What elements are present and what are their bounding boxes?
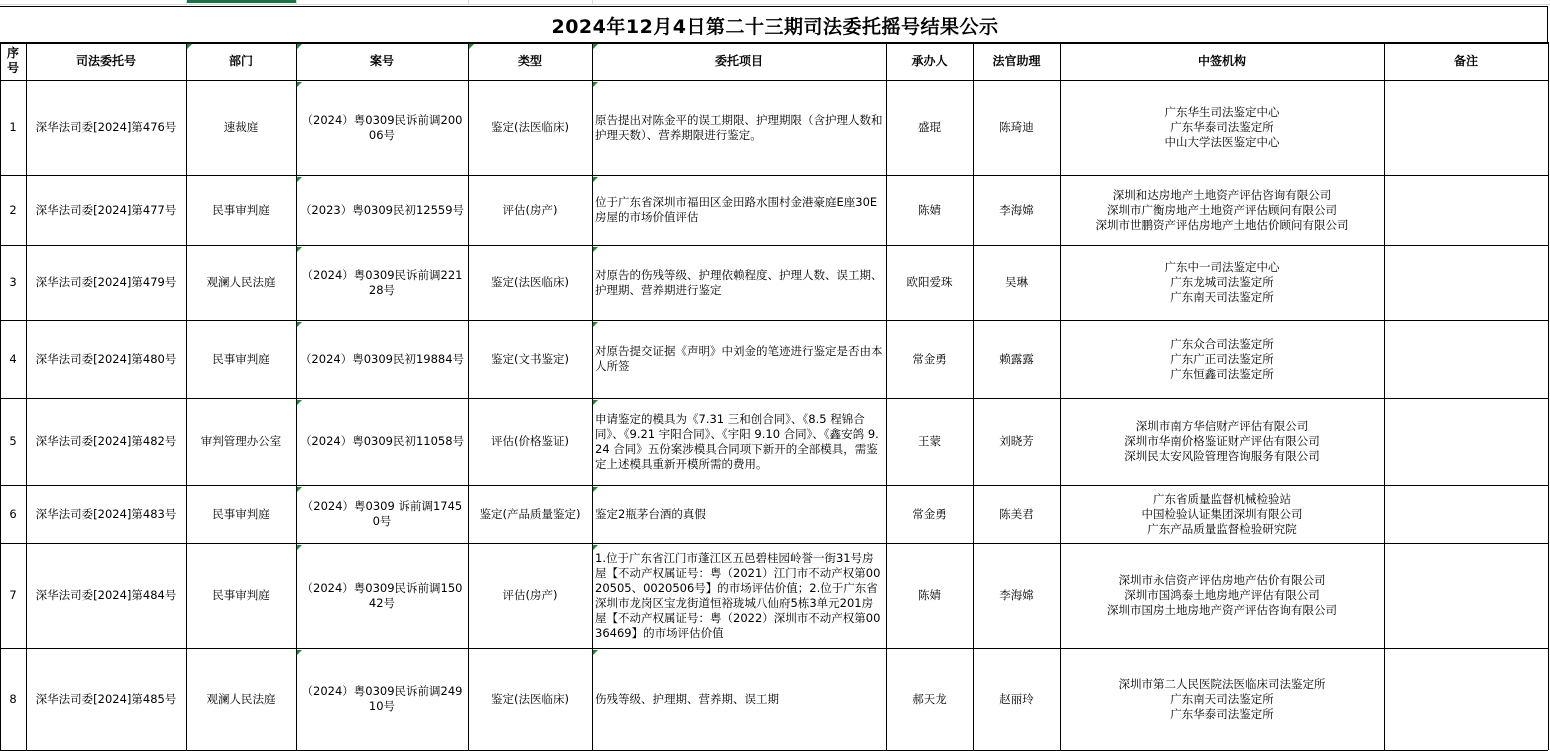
cell-assistant[interactable] <box>973 648 1060 750</box>
cell-agencies[interactable] <box>1060 175 1384 245</box>
agency-list <box>1170 337 1274 382</box>
cell-handler[interactable] <box>886 398 973 485</box>
cell-case[interactable] <box>296 245 468 320</box>
cell-type[interactable] <box>468 543 592 648</box>
agency-name: 广东南天司法鉴定所 <box>1170 290 1274 304</box>
cell-text: 深华法司委[2024]第480号 <box>35 351 177 366</box>
cell-text: 审判管理办公室 <box>200 434 282 448</box>
cell-text: 深华法司委[2024]第483号 <box>35 506 177 521</box>
cell-text: 鉴定(产品质量鉴定) <box>479 506 581 521</box>
comment-indicator-icon <box>297 545 302 550</box>
cell-assistant[interactable] <box>973 485 1060 543</box>
cell-text: 3 <box>9 275 17 289</box>
page-title: 2024年12月4日第二十三期司法委托摇号结果公示 <box>551 15 999 38</box>
agency-name: 深圳市广衡房地产土地资产评估顾问有限公司 <box>1107 202 1337 217</box>
cell-text: 李海嫦 <box>999 202 1034 217</box>
cell-item[interactable] <box>592 648 886 750</box>
cell-note[interactable] <box>1384 648 1548 750</box>
cell-case[interactable] <box>296 175 468 245</box>
agency-list <box>1142 492 1303 537</box>
cell-text: 民事审判庭 <box>212 588 270 602</box>
cell-seq[interactable] <box>0 398 26 485</box>
cell-ref[interactable] <box>26 80 186 175</box>
cell-note[interactable] <box>1384 175 1548 245</box>
agency-name: 深圳民太安风险管理咨询服务有限公司 <box>1124 449 1320 463</box>
agency-name: 广东南天司法鉴定所 <box>1170 691 1274 706</box>
agency-list <box>1107 573 1337 618</box>
agency-name: 广东恒鑫司法鉴定所 <box>1170 366 1274 381</box>
cell-dept[interactable] <box>186 175 296 245</box>
comment-indicator-icon <box>297 650 302 655</box>
cell-dept[interactable] <box>186 245 296 320</box>
cell-text: 陈美君 <box>999 506 1034 521</box>
cell-assistant[interactable] <box>973 398 1060 485</box>
cell-text: 盛琨 <box>918 120 941 134</box>
cell-text: 评估(价格鉴证) <box>491 434 569 448</box>
comment-indicator-icon <box>593 247 598 252</box>
cell-handler[interactable] <box>886 245 973 320</box>
header-type[interactable]: 类型 <box>517 53 542 68</box>
comment-indicator-icon <box>593 322 598 327</box>
comment-indicator-icon <box>297 82 302 87</box>
cell-item[interactable] <box>592 398 886 485</box>
cell-case[interactable] <box>296 648 468 750</box>
cell-text: 王蒙 <box>918 434 941 448</box>
cell-text: （2023）粤0309民初12559号 <box>299 202 465 217</box>
comment-indicator-icon <box>593 177 598 182</box>
cell-agencies[interactable] <box>1060 398 1384 485</box>
comment-indicator-icon <box>593 487 598 492</box>
cell-seq[interactable] <box>0 543 26 648</box>
comment-indicator-icon <box>297 177 302 182</box>
comment-indicator-icon <box>469 44 474 49</box>
agency-name: 广东省质量监督机械检验站 <box>1153 491 1291 506</box>
cell-type[interactable] <box>468 80 592 175</box>
cell-text: 深华法司委[2024]第477号 <box>35 202 177 217</box>
cell-ref[interactable] <box>26 543 186 648</box>
cell-handler[interactable] <box>886 485 973 543</box>
cell-type[interactable] <box>468 245 592 320</box>
cell-text: 4 <box>9 351 17 366</box>
cell-text: （2024）粤0309 诉前调17450号 <box>301 499 463 528</box>
cell-agencies[interactable] <box>1060 80 1384 175</box>
title-border-right <box>1547 6 1548 42</box>
top-gridline <box>0 4 1550 5</box>
cell-ref[interactable] <box>26 485 186 543</box>
cell-text: 7 <box>9 588 17 602</box>
comment-indicator-icon <box>187 44 192 49</box>
column-border <box>1548 42 1549 750</box>
cell-text: 鉴定(法医临床) <box>491 120 569 134</box>
agency-name: 广东广正司法鉴定所 <box>1170 351 1274 366</box>
cell-text: 观澜人民法庭 <box>206 275 276 289</box>
cell-text: 郝天龙 <box>912 691 947 706</box>
cell-type[interactable] <box>468 648 592 750</box>
header-assistant[interactable]: 法官助理 <box>992 53 1041 68</box>
cell-dept[interactable] <box>186 485 296 543</box>
cell-text: 速裁庭 <box>223 120 259 134</box>
cell-text: 深华法司委[2024]第485号 <box>35 691 177 706</box>
agency-name: 深圳市国房土地房地产资产评估咨询有限公司 <box>1107 603 1337 617</box>
cell-text: 民事审判庭 <box>212 351 270 366</box>
cell-text: 位于广东省深圳市福田区金田路水围村金港豪庭E座30E房屋的市场价值评估 <box>595 195 878 224</box>
cell-text: （2024）粤0309民诉前调20006号 <box>301 112 463 142</box>
header-agencies[interactable]: 中签机构 <box>1197 53 1246 68</box>
agency-name: 广东众合司法鉴定所 <box>1170 336 1274 351</box>
cell-text: 深华法司委[2024]第479号 <box>35 275 177 289</box>
cell-note[interactable] <box>1384 80 1548 175</box>
agency-name: 深圳市华南价格鉴证财产评估有限公司 <box>1124 434 1320 448</box>
cell-type[interactable] <box>468 175 592 245</box>
header-item[interactable]: 委托项目 <box>714 53 763 68</box>
agency-name: 广东华泰司法鉴定所 <box>1170 706 1274 721</box>
cell-text: 赖露露 <box>999 351 1034 366</box>
cell-case[interactable] <box>296 80 468 175</box>
cell-seq[interactable] <box>0 175 26 245</box>
cell-agencies[interactable] <box>1060 320 1384 398</box>
header-note[interactable]: 备注 <box>1453 53 1478 68</box>
cell-text: 评估(房产) <box>502 588 558 602</box>
cell-agencies[interactable] <box>1060 648 1384 750</box>
cell-assistant[interactable] <box>973 175 1060 245</box>
cell-seq[interactable] <box>0 485 26 543</box>
comment-indicator-icon <box>297 322 302 327</box>
agency-name: 广东中一司法鉴定中心 <box>1164 260 1280 274</box>
cell-seq[interactable] <box>0 80 26 175</box>
cell-assistant[interactable] <box>973 320 1060 398</box>
cell-type[interactable] <box>468 320 592 398</box>
cell-note[interactable] <box>1384 398 1548 485</box>
header-dept[interactable]: 部门 <box>228 53 253 68</box>
cell-text: 鉴定2瓶茅台酒的真假 <box>595 506 706 521</box>
cell-text: 观澜人民法庭 <box>206 691 276 706</box>
cell-assistant[interactable] <box>973 80 1060 175</box>
cell-item[interactable] <box>592 245 886 320</box>
cell-case[interactable] <box>296 485 468 543</box>
comment-indicator-icon <box>297 44 302 49</box>
cell-text: 鉴定(文书鉴定) <box>491 351 569 366</box>
cell-handler[interactable] <box>886 320 973 398</box>
agency-name: 深圳市国鸿泰土地房地产评估有限公司 <box>1124 588 1320 602</box>
cell-item[interactable] <box>592 175 886 245</box>
cell-assistant[interactable] <box>973 245 1060 320</box>
cell-dept[interactable] <box>186 543 296 648</box>
cell-dept[interactable] <box>186 320 296 398</box>
cell-text: 鉴定(法医临床) <box>491 691 569 706</box>
agency-list <box>1165 105 1280 150</box>
cell-text: 鉴定(法医临床) <box>491 275 569 289</box>
cell-text: 1 <box>9 120 17 134</box>
agency-name: 中国检验认证集团深圳有限公司 <box>1141 506 1303 521</box>
cell-agencies[interactable] <box>1060 543 1384 648</box>
cell-seq[interactable] <box>0 320 26 398</box>
cell-ref[interactable] <box>26 398 186 485</box>
agency-list <box>1119 677 1326 722</box>
header-handler[interactable]: 承办人 <box>911 53 948 68</box>
cell-text: 民事审判庭 <box>212 506 270 521</box>
agency-name: 深圳市世鹏资产评估房地产土地估价顾问有限公司 <box>1095 217 1349 232</box>
cell-text: 常金勇 <box>912 351 947 366</box>
agency-list <box>1096 188 1349 233</box>
agency-name: 深圳和达房地产土地资产评估咨询有限公司 <box>1112 187 1332 202</box>
header-seq[interactable]: 序号 <box>6 46 19 75</box>
cell-note[interactable] <box>1384 543 1548 648</box>
cell-ref[interactable] <box>26 245 186 320</box>
cell-text: 对原告的伤残等级、护理依赖程度、护理人数、误工期、护理期、营养期进行鉴定 <box>595 267 883 297</box>
cell-text: （2024）粤0309民初11058号 <box>299 434 465 448</box>
agency-name: 深圳市南方华信财产评估有限公司 <box>1135 419 1309 433</box>
cell-text: 深华法司委[2024]第482号 <box>35 434 177 448</box>
cell-item[interactable] <box>592 320 886 398</box>
agency-name: 深圳市永信资产评估房地产估价有限公司 <box>1118 573 1326 587</box>
agency-name: 广东华生司法鉴定中心 <box>1164 105 1280 119</box>
cell-text: 申请鉴定的模具为《7.31 三和创合同》、《8.5 程锦合同》、《9.21 宇阳合同》、《宇阳 9.10 合同》、《鑫安鸽 9.24 合同》五份案涉模具合同项下新开的全部模具，需鉴定上述模具重新开模所需的费用。 <box>595 411 879 471</box>
cell-text: 1.位于广东省江门市蓬江区五邑碧桂园岭誉一街31号房屋【不动产权属证号：粤（2021）江门市不动产权第0020505、0020506号】的市场评估价值；2.位于广东省深圳市龙岗区宝龙街道恒裕珑城八仙府5栋3单元201房屋【不动产权属证号：粤（2022）深圳市不动产权第0036469】的市场评估价值 <box>595 550 881 640</box>
top-gridline-v <box>468 0 469 5</box>
top-gridline-v <box>592 0 593 5</box>
header-ref[interactable]: 司法委托号 <box>75 53 136 68</box>
agency-list <box>1124 419 1320 464</box>
comment-indicator-icon <box>593 545 598 550</box>
agency-list <box>1165 260 1280 305</box>
cell-text: 深华法司委[2024]第484号 <box>35 588 177 602</box>
comment-indicator-icon <box>593 400 598 405</box>
cell-type[interactable] <box>468 485 592 543</box>
cell-assistant[interactable] <box>973 543 1060 648</box>
agency-name: 广东华泰司法鉴定所 <box>1170 120 1274 134</box>
cell-item[interactable] <box>592 80 886 175</box>
cell-text: 6 <box>9 506 17 521</box>
cell-handler[interactable] <box>886 543 973 648</box>
cell-text: 8 <box>9 691 17 706</box>
top-gridline-v <box>186 0 187 5</box>
cell-handler[interactable] <box>886 648 973 750</box>
cell-note[interactable] <box>1384 245 1548 320</box>
cell-text: （2024）粤0309民诉前调15042号 <box>301 580 463 610</box>
cell-text: 陈琦迪 <box>999 120 1034 134</box>
cell-text: 吴琳 <box>1005 275 1028 289</box>
cell-handler[interactable] <box>886 80 973 175</box>
cell-text: 民事审判庭 <box>212 202 270 217</box>
comment-indicator-icon <box>593 82 598 87</box>
cell-text: 对原告提交证据《声明》中刘金的笔迹进行鉴定是否由本人所签 <box>595 344 883 373</box>
cell-case[interactable] <box>296 398 468 485</box>
comment-indicator-icon <box>593 650 598 655</box>
cell-text: 李海嫦 <box>999 588 1034 602</box>
cell-text: 评估(房产) <box>502 202 558 217</box>
cell-ref[interactable] <box>26 648 186 750</box>
cell-text: 陈婧 <box>918 202 941 217</box>
cell-case[interactable] <box>296 543 468 648</box>
cell-text: 2 <box>9 202 17 217</box>
cell-text: 深华法司委[2024]第476号 <box>35 120 177 134</box>
cell-item[interactable] <box>592 543 886 648</box>
cell-dept[interactable] <box>186 80 296 175</box>
cell-agencies[interactable] <box>1060 485 1384 543</box>
cell-ref[interactable] <box>26 175 186 245</box>
cell-text: 常金勇 <box>912 506 947 521</box>
cell-text: 原告提出对陈金平的误工期限、护理期限（含护理人数和护理天数）、营养期限进行鉴定。 <box>595 112 883 142</box>
cell-ref[interactable] <box>26 320 186 398</box>
selected-column-indicator <box>186 0 296 3</box>
cell-text: （2024）粤0309民诉前调22128号 <box>301 267 463 297</box>
cell-text: 5 <box>9 434 17 448</box>
agency-name: 中山大学法医鉴定中心 <box>1164 135 1280 149</box>
comment-indicator-icon <box>297 400 302 405</box>
header-case[interactable]: 案号 <box>369 53 394 68</box>
cell-handler[interactable] <box>886 175 973 245</box>
cell-text: 陈婧 <box>918 588 941 602</box>
cell-item[interactable] <box>592 485 886 543</box>
cell-text: 伤残等级、护理期、营养期、误工期 <box>595 691 779 706</box>
comment-indicator-icon <box>297 247 302 252</box>
cell-agencies[interactable] <box>1060 245 1384 320</box>
cell-dept[interactable] <box>186 398 296 485</box>
cell-note[interactable] <box>1384 320 1548 398</box>
agency-name: 深圳市第二人民医院法医临床司法鉴定所 <box>1118 676 1326 691</box>
cell-note[interactable] <box>1384 485 1548 543</box>
cell-seq[interactable] <box>0 245 26 320</box>
comment-indicator-icon <box>593 44 598 49</box>
comment-indicator-icon <box>297 487 302 492</box>
cell-type[interactable] <box>468 398 592 485</box>
cell-dept[interactable] <box>186 648 296 750</box>
agency-name: 广东产品质量监督检验研究院 <box>1147 521 1297 536</box>
cell-text: （2024）粤0309民诉前调24910号 <box>301 684 463 713</box>
cell-text: 刘晓芳 <box>999 434 1034 448</box>
cell-text: （2024）粤0309民初19884号 <box>299 351 465 366</box>
cell-seq[interactable] <box>0 648 26 750</box>
cell-text: 赵丽玲 <box>999 691 1034 706</box>
agency-name: 广东龙城司法鉴定所 <box>1170 275 1274 289</box>
top-gridline-v <box>296 0 297 5</box>
cell-case[interactable] <box>296 320 468 398</box>
cell-text: 欧阳爱珠 <box>906 275 953 289</box>
title-border-top <box>0 6 1548 7</box>
